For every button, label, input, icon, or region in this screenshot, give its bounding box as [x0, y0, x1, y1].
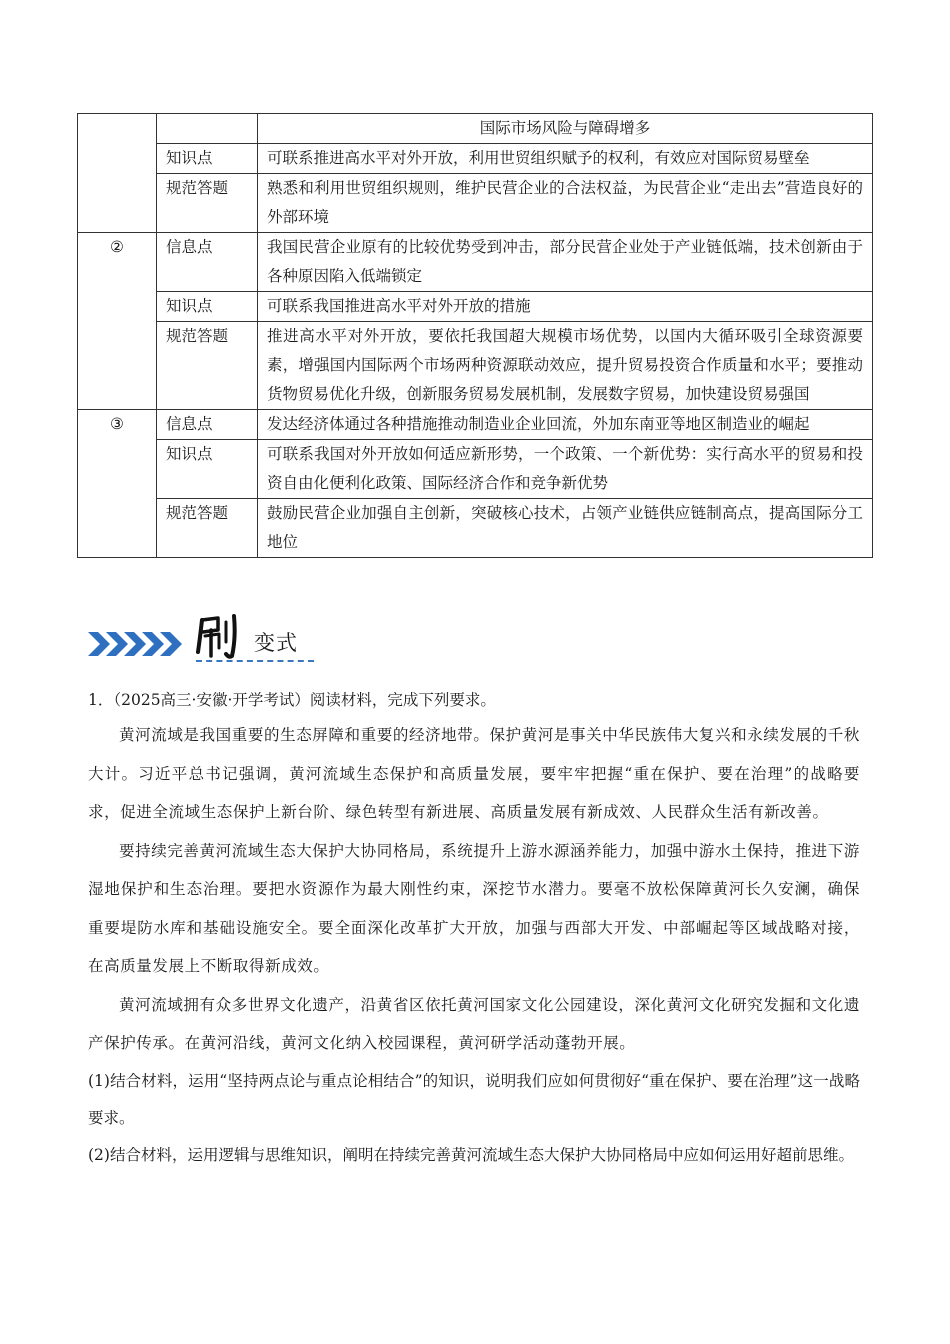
table-row	[78, 114, 873, 144]
material-paragraph: 要持续完善黄河流域生态大保护大协同格局，系统提升上游水源涵养能力，加强中游水土保持，推进下游湿地保护和生态治理。要把水资源作为最大刚性约束，深挖节水潜力。要毫不放松保障黄河长久安澜，确保重要堤防水库和基础设施安全。要全面深化改革扩大开放，加强与西部大开发、中部崛起等区域战略对接，在高质量发展上不断取得新成效。	[88, 841, 860, 975]
content-answer: 鼓励民营企业加强自主创新，突破核心技术，占领产业链供应链制高点，提高国际分工地位	[258, 499, 873, 558]
table-row	[78, 410, 873, 440]
label-info: 信息点	[157, 233, 258, 292]
banner-title: 变式	[254, 631, 298, 655]
section-banner	[88, 608, 328, 668]
material-paragraph: 黄河流域拥有众多世界文化遗产，沿黄省区依托黄河国家文化公园建设，深化黄河文化研究发掘和文化遗产保护传承。在黄河沿线，黄河文化纳入校园课程，黄河研学活动蓬勃开展。	[88, 995, 860, 1052]
banner-dashed-underline	[196, 660, 314, 662]
table-row	[78, 144, 873, 174]
table-row	[78, 499, 873, 558]
label-knowledge: 知识点	[157, 144, 258, 174]
material-paragraph: 黄河流域是我国重要的生态屏障和重要的经济地带。保护黄河是事关中华民族伟大复兴和永续发展的千秋大计。习近平总书记强调，黄河流域生态保护和高质量发展，要牢牢把握“重在保护、要在治理”的战略要求，促进全流域生态保护上新台阶、绿色转型有新进展、高质量发展有新成效、人民群众生活有新改善。	[88, 726, 860, 821]
label-answer: 规范答题	[157, 499, 258, 558]
question-block	[88, 688, 860, 1174]
brush-char-shua-icon	[196, 612, 240, 660]
label-answer: 规范答题	[157, 322, 258, 410]
group-number-2: ②	[78, 233, 157, 410]
table-row	[78, 174, 873, 233]
content-cell: 国际市场风险与障碍增多	[258, 114, 873, 144]
analysis-table	[77, 113, 873, 558]
table-row	[78, 322, 873, 410]
label-answer: 规范答题	[157, 174, 258, 233]
label-knowledge: 知识点	[157, 440, 258, 499]
group-number-3: ③	[78, 410, 157, 558]
content-knowledge: 可联系我国对外开放如何适应新形势，一个政策、一个新优势：实行高水平的贸易和投资自由化便利化政策、国际经济合作和竞争新优势	[258, 440, 873, 499]
content-answer: 推进高水平对外开放，要依托我国超大规模市场优势，以国内大循环吸引全球资源要素，增强国内国际两个市场两种资源联动效应，提升贸易投资合作质量和水平；要推动货物贸易优化升级，创新服务贸易发展机制，发展数字贸易，加快建设贸易强国	[258, 322, 873, 410]
label-cell	[157, 114, 258, 144]
content-info: 发达经济体通过各种措施推动制造业企业回流，外加东南亚等地区制造业的崛起	[258, 410, 873, 440]
content-answer: 熟悉和利用世贸组织规则，维护民营企业的合法权益，为民营企业“走出去”营造良好的外部环境	[258, 174, 873, 233]
question-header: 1．（2025高三·安徽·开学考试）阅读材料，完成下列要求。	[88, 691, 496, 709]
table-row	[78, 440, 873, 499]
group-number-cell	[78, 114, 157, 233]
table-row	[78, 233, 873, 292]
label-knowledge: 知识点	[157, 292, 258, 322]
content-info: 我国民营企业原有的比较优势受到冲击，部分民营企业处于产业链低端，技术创新由于各种原因陷入低端锁定	[258, 233, 873, 292]
content-knowledge: 可联系推进高水平对外开放，利用世贸组织赋予的权利，有效应对国际贸易壁垒	[258, 144, 873, 174]
table-row	[78, 292, 873, 322]
chevron-arrows	[88, 632, 178, 656]
chevron-right-icon	[160, 632, 182, 656]
content-knowledge: 可联系我国推进高水平对外开放的措施	[258, 292, 873, 322]
sub-question: (2)结合材料，运用逻辑与思维知识，阐明在持续完善黄河流域生态大保护大协同格局中应如何运用好超前思维。	[88, 1145, 854, 1164]
sub-question: (1)结合材料，运用“坚持两点论与重点论相结合”的知识，说明我们应如何贯彻好“重在保护、要在治理”这一战略要求。	[88, 1071, 860, 1127]
label-info: 信息点	[157, 410, 258, 440]
